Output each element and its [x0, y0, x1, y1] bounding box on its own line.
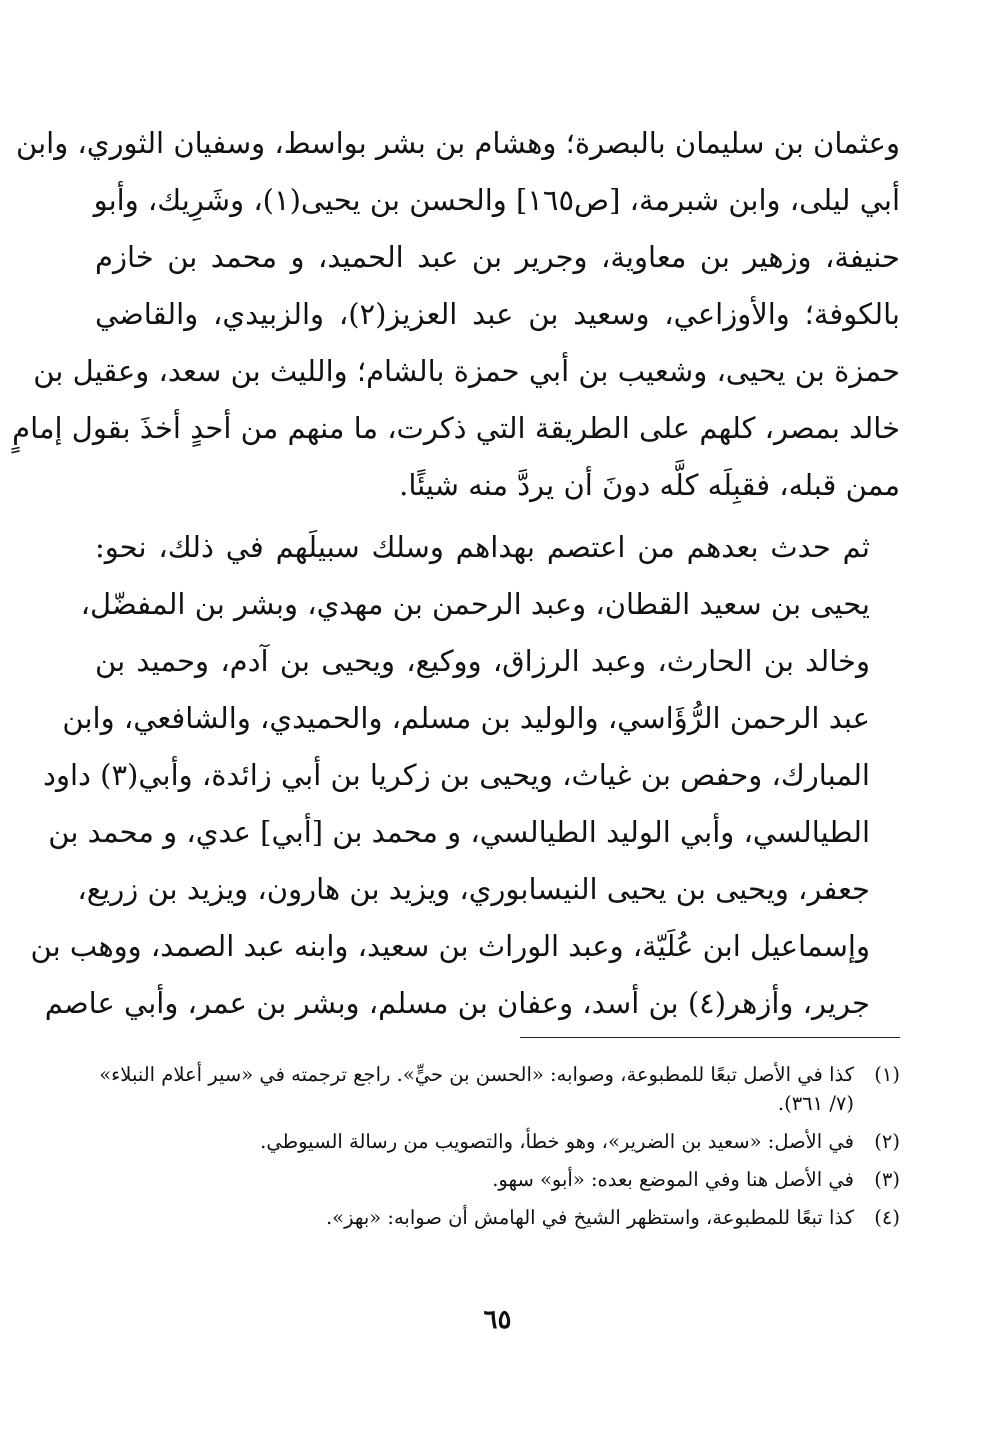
footnote-number: (٤) [874, 1206, 900, 1229]
text-line: وإسماعيل ابن عُلَيّة، وعبد الوراث بن سعيد، وابنه عبد الصمد، ووهب بن [30, 929, 870, 963]
text-line: ثم حدث بعدهم من اعتصم بهداهم وسلك سبيلَهم في ذلك، نحو: [95, 530, 870, 564]
text-line: يحيى بن سعيد القطان، وعبد الرحمن بن مهدي، وبشر بن المفضّل، [80, 587, 870, 621]
footnote [95, 1060, 900, 1118]
text-line: خالد بمصر، كلهم على الطريقة التي ذكرت، ما منهم من أحدٍ أخذَ بقول إمامٍ [12, 411, 900, 445]
page-number: ٦٥ [483, 1305, 512, 1335]
footnote [95, 1165, 900, 1194]
text-line: عبد الرحمن الرُّؤَاسي، والوليد بن مسلم، والحميدي، والشافعي، وابن [62, 701, 870, 735]
text-line: المبارك، وحفص بن غياث، ويحيى بن زكريا بن أبي زائدة، وأبي(٣) داود [43, 758, 870, 792]
footnote [95, 1203, 900, 1232]
footnote-text: في الأصل هنا وفي الموضع بعده: «أبو» سهو. [492, 1168, 854, 1191]
text-line: جعفر، ويحيى بن يحيى النيسابوري، ويزيد بن هارون، ويزيد بن زريع، [77, 872, 870, 906]
text-line: الطيالسي، وأبي الوليد الطيالسي، و محمد بن [أبي] عدي، و محمد بن [48, 815, 870, 849]
paragraph-2 [30, 519, 900, 1032]
text-line: ممن قبله، فقبِلَه كلَّه دونَ أن يردَّ منه شيئًا. [399, 468, 900, 502]
text-line: جرير، وأزهر(٤) بن أسد، وعفان بن مسلم، وبشر بن عمر، وأبي عاصم [44, 986, 870, 1020]
text-line: حمزة بن يحيى، وشعيب بن أبي حمزة بالشام؛ والليث بن سعد، وعقيل بن [33, 354, 900, 388]
footnote-separator [520, 1037, 900, 1038]
text-line: وخالد بن الحارث، وعبد الرزاق، ووكيع، ويحيى بن آدم، وحميد بن [95, 644, 870, 678]
footnote-number: (١) [874, 1063, 900, 1086]
footnote-text: كذا في الأصل تبعًا للمطبوعة، وصوابه: «الحسن بن حيٍّ». راجع ترجمته في «سير أعلام النبلاء» (٧/ ٣٦١). [99, 1063, 854, 1115]
paragraph-1 [12, 115, 900, 514]
footnote [95, 1127, 900, 1156]
footnotes [95, 1060, 900, 1241]
footnote-number: (٢) [874, 1130, 900, 1153]
text-line: أبي ليلى، وابن شبرمة، [ص١٦٥] والحسن بن يحيى(١)، وشَرِيك، وأبو [93, 183, 900, 217]
footnote-number: (٣) [874, 1168, 900, 1191]
footnote-text: كذا تبعًا للمطبوعة، واستظهر الشيخ في الهامش أن صوابه: «بهز». [325, 1206, 854, 1229]
text-line: حنيفة، وزهير بن معاوية، وجرير بن عبد الحميد، و محمد بن خازم [95, 240, 900, 274]
text-line: وعثمان بن سليمان بالبصرة؛ وهشام بن بشر بواسط، وسفيان الثوري، وابن [16, 126, 900, 160]
text-line: بالكوفة؛ والأوزاعي، وسعيد بن عبد العزيز(٢)، والزبيدي، والقاضي [95, 297, 900, 331]
footnote-text: في الأصل: «سعيد بن الضرير»، وهو خطأ، والتصويب من رسالة السيوطي. [260, 1130, 854, 1153]
